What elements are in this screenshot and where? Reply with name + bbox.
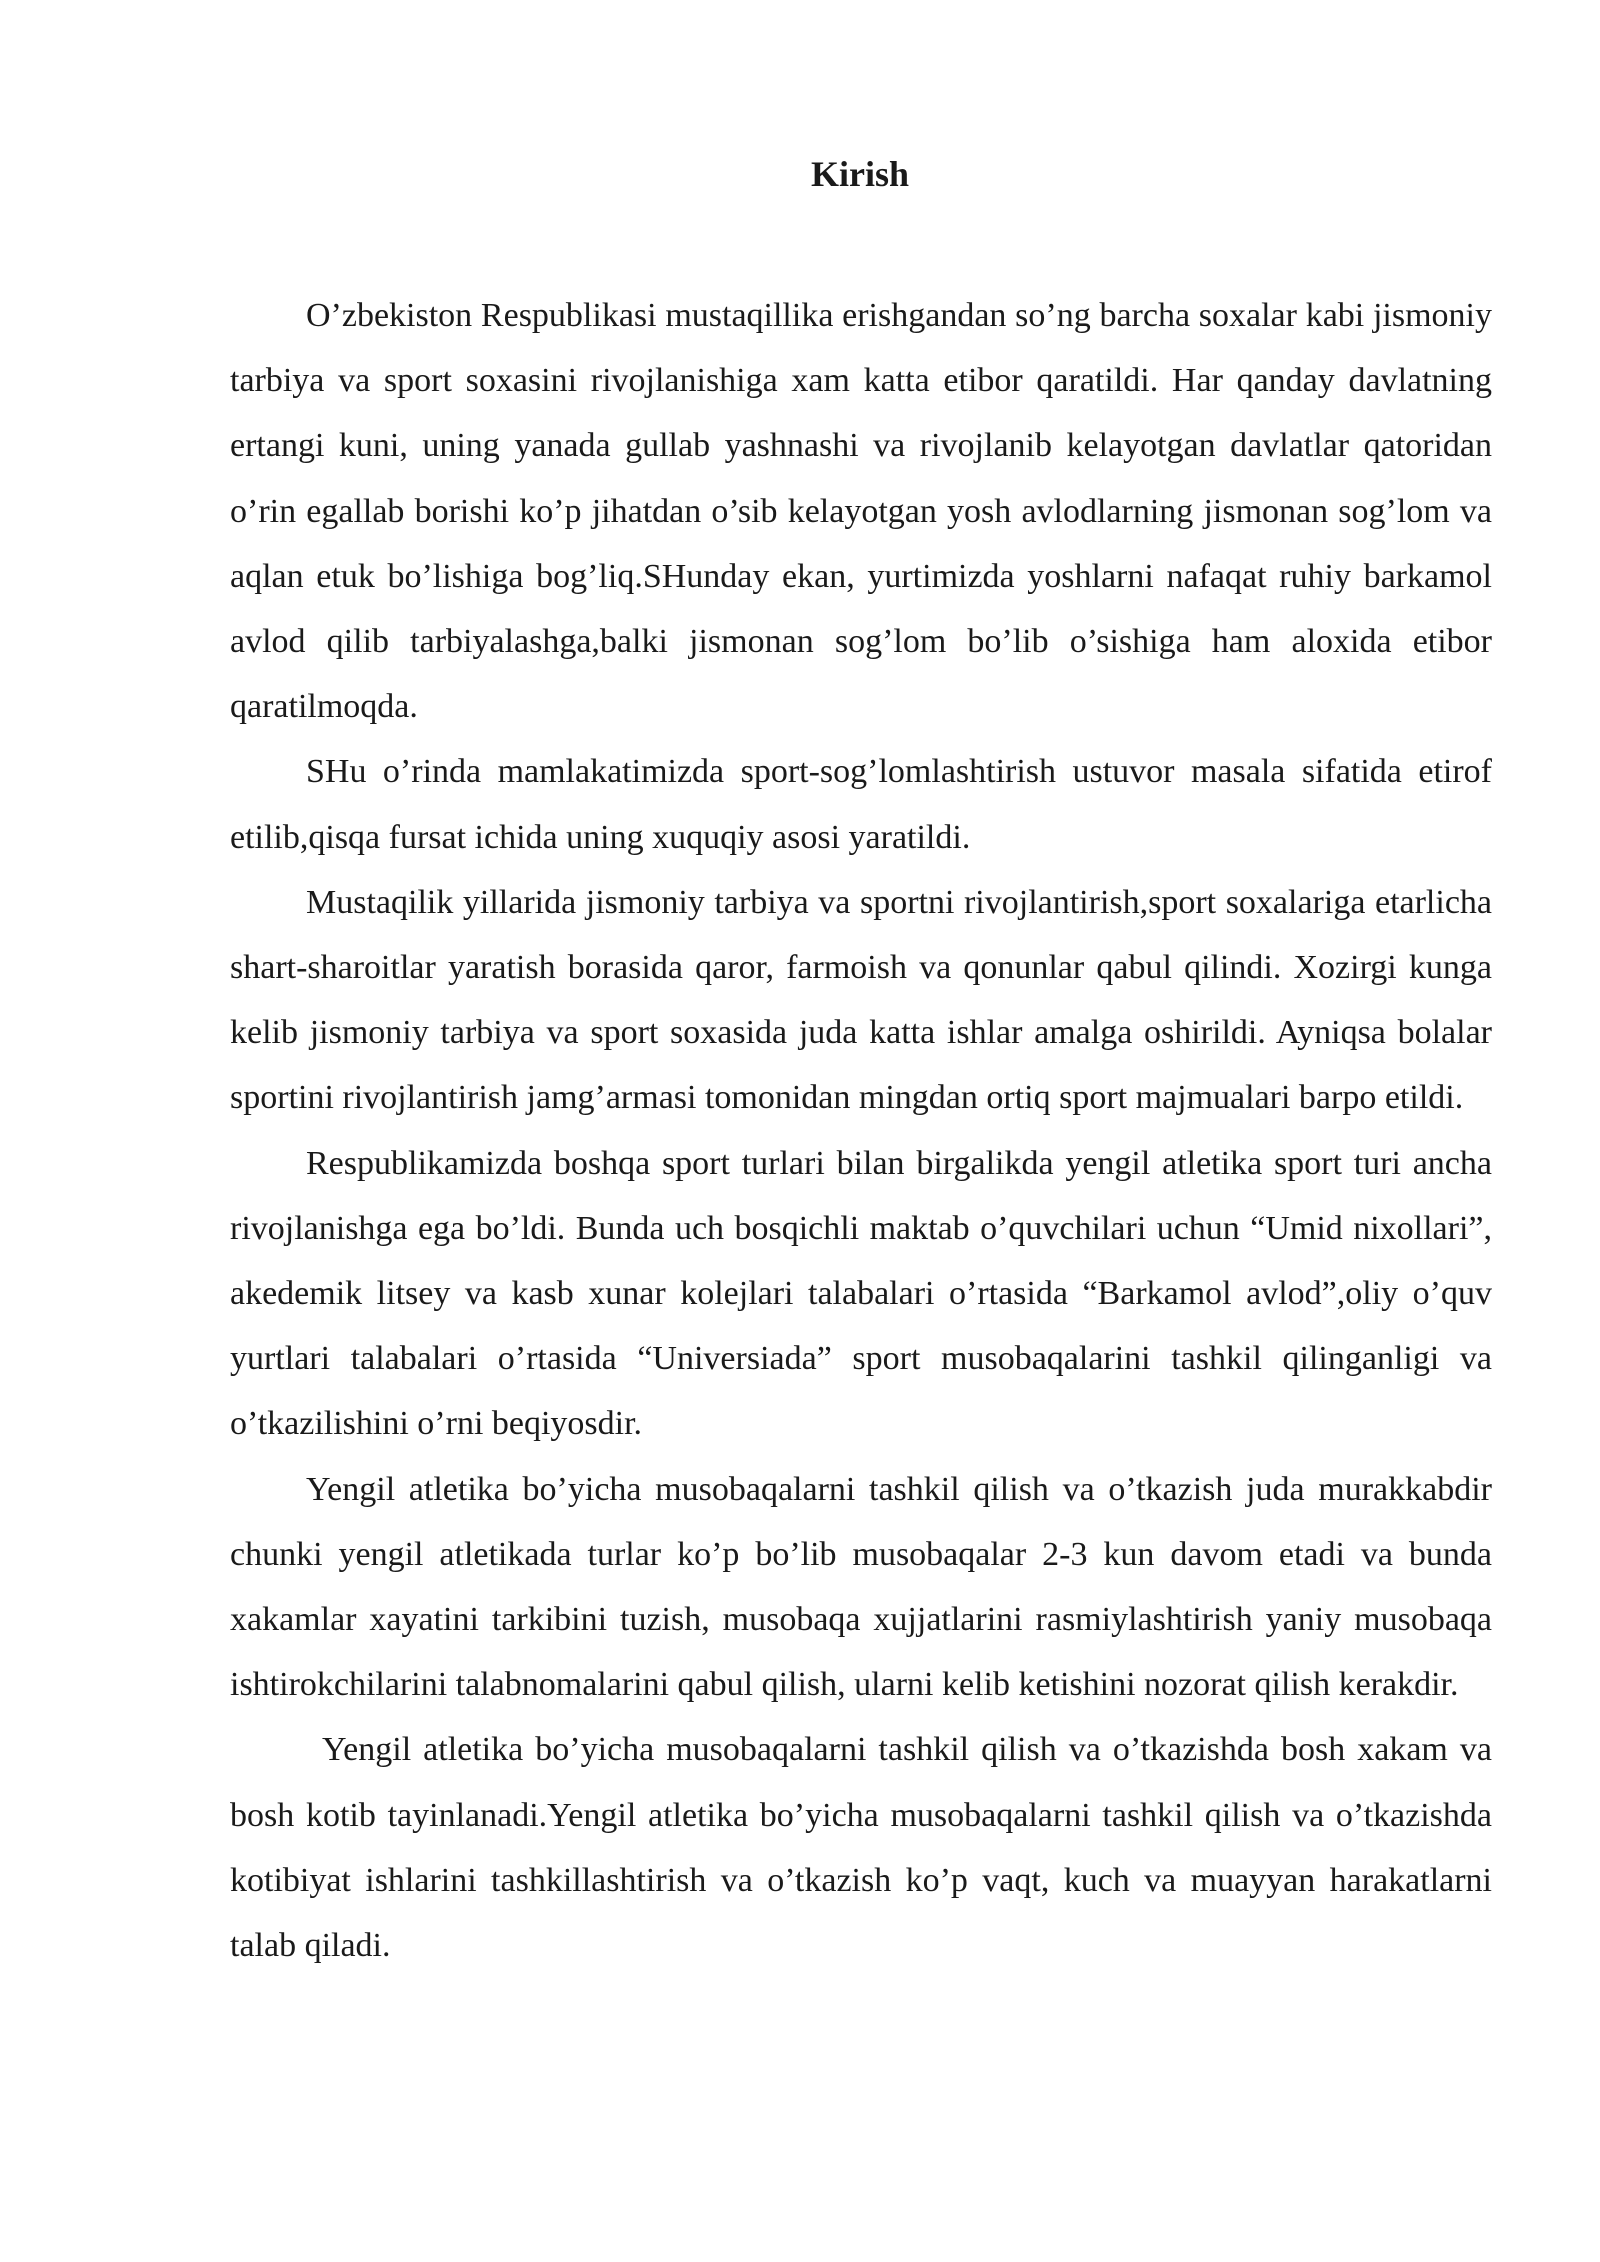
paragraph: Yengil atletika bo’yicha musobaqalarni tashkil qilish va o’tkazishda bosh xakam va bosh kotib tayinlanadi.Yengil atletika bo’yicha musobaqalarni tashkil qilish va o’tkazishda kotibiyat ishlarini tashkillashtirish va o’tkazish ko’p vaqt, kuch va muayyan harakatlarni talab qiladi.	[230, 1731, 1492, 1965]
paragraph: O’zbekiston Respublikasi mustaqillika erishgandan so’ng barcha soxalar kabi jismoniy tarbiya va sport soxasini rivojlanishiga xam katta etibor qaratildi. Har qanday davlatning ertangi kuni, uning yanada gullab yashnashi va rivojlanib kelayotgan davlatlar qatoridan o’rin egallab borishi ko’p jihatdan o’sib kelayotgan yosh avlodlarning jismonan sog’lom va aqlan etuk bo’lishiga bog’liq.SHunday ekan, yurtimizda yoshlarni nafaqat ruhiy barkamol avlod qilib tarbiyalashga,balki jismonan sog’lom bo’lib o’sishiga ham aloxida etibor qaratilmoqda.	[230, 297, 1492, 726]
page-title: Kirish	[810, 154, 909, 194]
paragraph: Respublikamizda boshqa sport turlari bilan birgalikda yengil atletika sport turi ancha rivojlanishga ega bo’ldi. Bunda uch bosqichli maktab o’quvchilari uchun “Umid nixollari”, akedemik litsey va kasb xunar kolejlari talabalari o’rtasida “Barkamol avlod”,oliy o’quv yurtlari talabalari o’rtasida “Universiada” sport musobaqalarini tashkil qilinganligi va o’tkazilishini o’rni beqiyosdir.	[230, 1144, 1492, 1443]
paragraph: Yengil atletika bo’yicha musobaqalarni tashkil qilish va o’tkazish juda murakkabdir chunki yengil atletikada turlar ko’p bo’lib musobaqalar 2-3 kun davom etadi va bunda xakamlar xayatini tarkibini tuzish, musobaqa xujjatlarini rasmiylashtirish yaniy musobaqa ishtirokchilarini talabnomalarini qabul qilish, ularni kelib ketishini nozorat qilish kerakdir.	[230, 1470, 1492, 1704]
paragraph: SHu o’rinda mamlakatimizda sport-sog’lomlashtirish ustuvor masala sifatida etirof etilib,qisqa fursat ichida uning xuquqiy asosi yaratildi.	[230, 753, 1492, 856]
paragraph: Mustaqilik yillarida jismoniy tarbiya va sportni rivojlantirish,sport soxalariga etarlicha shart-sharoitlar yaratish borasida qaror, farmoish va qonunlar qabul qilindi. Xozirgi kunga kelib jismoniy tarbiya va sport soxasida juda katta ishlar amalga oshirildi. Ayniqsa bolalar sportini rivojlantirish jamg’armasi tomonidan mingdan ortiq sport majmualari barpo etildi.	[230, 883, 1492, 1117]
document-body	[230, 283, 1492, 1978]
